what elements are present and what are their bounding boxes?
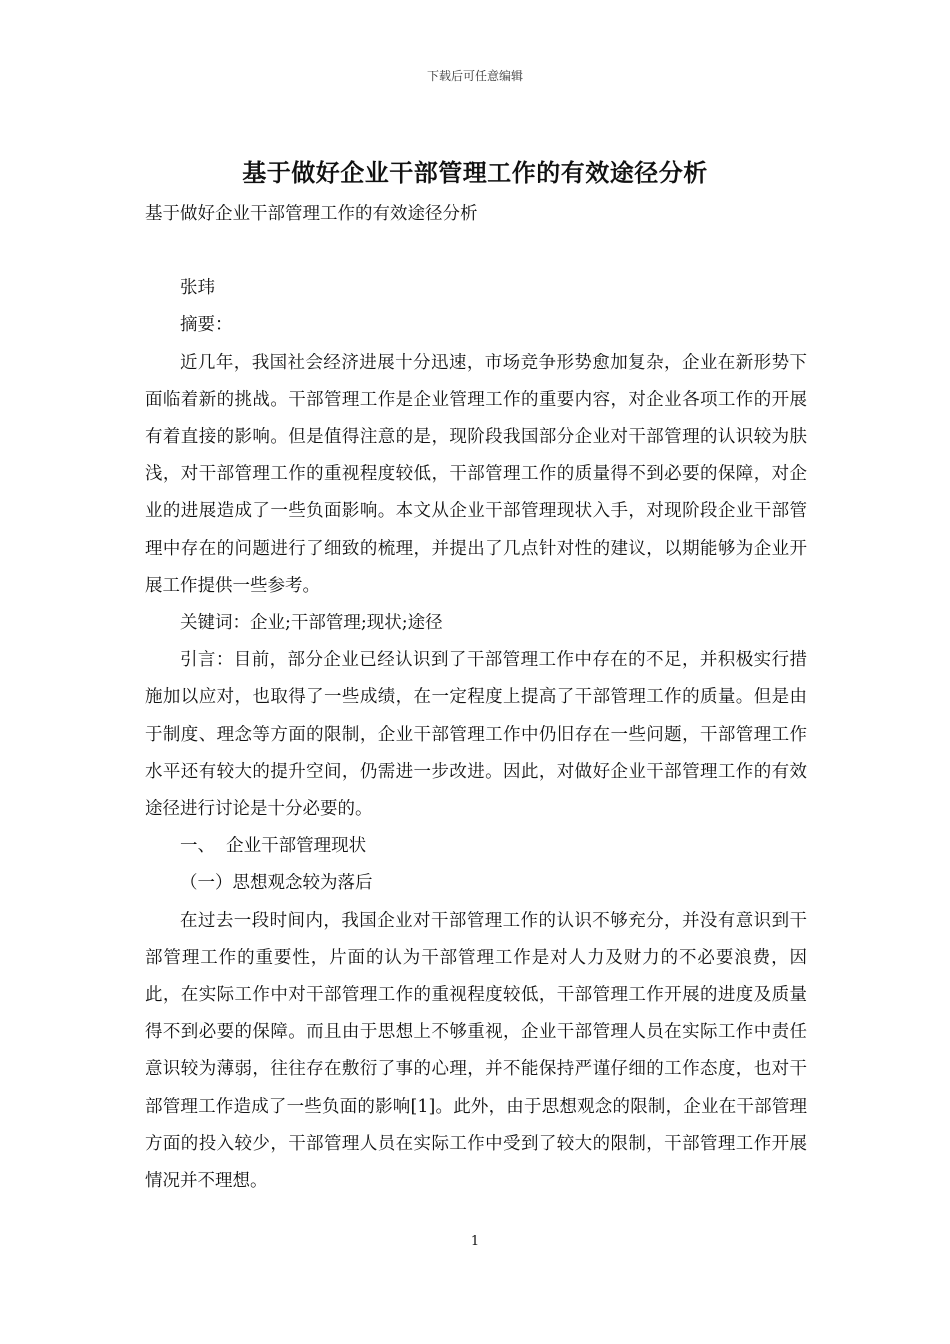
subsection-heading: （一）思想观念较为落后	[180, 873, 373, 894]
abstract-label: 摘要：	[180, 315, 233, 336]
document-body	[145, 196, 807, 1200]
section-heading: 一、 企业干部管理现状	[180, 836, 367, 857]
document-title: 基于做好企业干部管理工作的有效途径分析	[242, 158, 708, 187]
abstract-paragraph: 近几年，我国社会经济进展十分迅速，市场竞争形势愈加复杂，企业在新形势下面临着新的挑战。干部管理工作是企业管理工作的重要内容，对企业各项工作的开展有着直接的影响。但是值得注意的是，现阶段我国部分企业对干部管理的认识较为肤浅，对干部管理工作的重视程度较低，干部管理工作的质量得不到必要的保障，对企业的进展造成了一些负面影响。本文从企业干部管理现状入手，对现阶段企业干部管理中存在的问题进行了细致的梳理，并提出了几点针对性的建议，以期能够为企业开展工作提供一些参考。	[145, 352, 807, 596]
author-name: 张玮	[180, 278, 215, 299]
blank-line	[145, 233, 807, 270]
page-number: 1	[470, 1234, 480, 1249]
page-header: 下载后可任意编辑	[426, 69, 523, 83]
introduction-paragraph: 引言：目前，部分企业已经认识到了干部管理工作中存在的不足，并积极实行措施加以应对，也取得了一些成绩，在一定程度上提高了干部管理工作的质量。但是由于制度、理念等方面的限制，企业干部管理工作中仍旧存在一些问题，干部管理工作水平还有较大的提升空间，仍需进一步改进。因此，对做好企业干部管理工作的有效途径进行讨论是十分必要的。	[145, 650, 807, 820]
keywords-line: 关键词：企业;干部管理;现状;途径	[180, 613, 443, 634]
subtitle: 基于做好企业干部管理工作的有效途径分析	[145, 204, 478, 224]
body-paragraph: 在过去一段时间内，我国企业对干部管理工作的认识不够充分，并没有意识到干部管理工作的重要性，片面的认为干部管理工作是对人力及财力的不必要浪费，因此，在实际工作中对干部管理工作的重视程度较低，干部管理工作开展的进度及质量得不到必要的保障。而且由于思想上不够重视，企业干部管理人员在实际工作中责任意识较为薄弱，往往存在敷衍了事的心理，并不能保持严谨仔细的工作态度，也对干部管理工作造成了一些负面的影响[1]。此外，由于思想观念的限制，企业在干部管理方面的投入较少，干部管理人员在实际工作中受到了较大的限制，干部管理工作开展情况并不理想。	[145, 910, 807, 1192]
